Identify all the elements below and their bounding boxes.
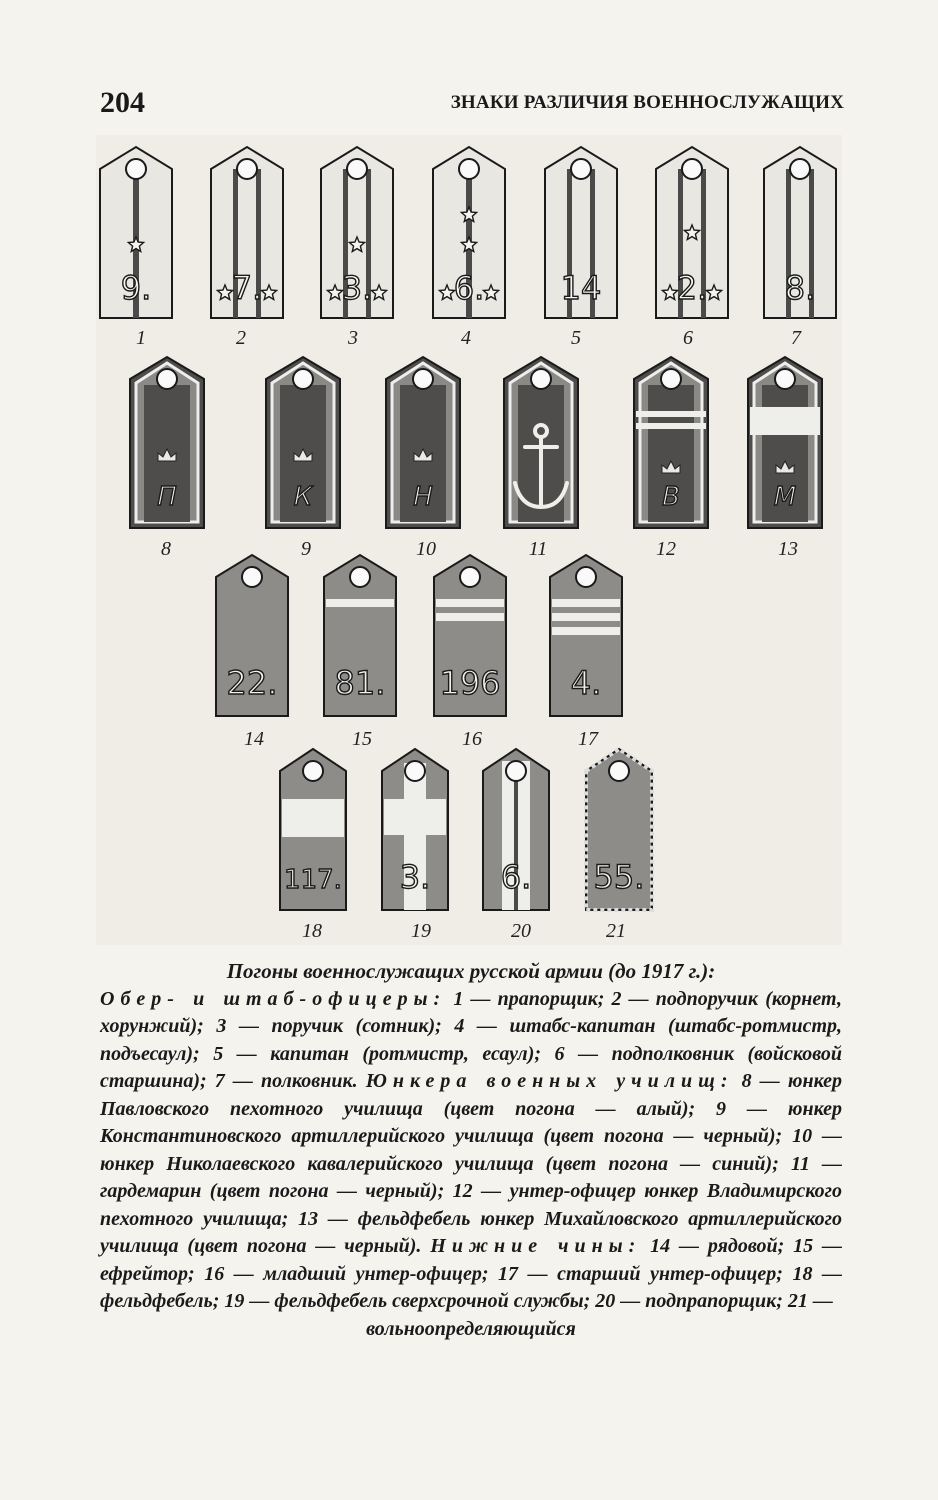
shoulder-strap-2 xyxy=(209,145,285,320)
shoulder-strap-9 xyxy=(264,355,342,530)
shoulder-strap-15 xyxy=(322,553,398,718)
strap-cipher-19: 3. xyxy=(399,858,431,896)
strap-cipher-21: 55. xyxy=(593,858,645,896)
shoulder-strap-18 xyxy=(278,747,348,912)
strap-cipher-10: Н xyxy=(413,482,433,512)
caption-group-cadets-label: Юнкера военных училищ: xyxy=(365,1070,734,1092)
running-head: ЗНАКИ РАЗЛИЧИЯ ВОЕННОСЛУЖАЩИХ xyxy=(450,92,844,113)
strap-number-6: 6 xyxy=(683,327,693,349)
strap-cipher-7: 8. xyxy=(784,269,816,307)
strap-number-9: 9 xyxy=(301,538,311,560)
shoulder-strap-19 xyxy=(380,747,450,912)
shoulder-strap-10 xyxy=(384,355,462,530)
strap-number-10: 10 xyxy=(416,538,436,560)
shoulder-strap-21 xyxy=(584,747,654,912)
strap-number-19: 19 xyxy=(411,920,431,942)
shoulder-strap-11 xyxy=(502,355,580,530)
shoulder-strap-7 xyxy=(762,145,838,320)
caption-group-officers-label: Обер- и штаб-офицеры: xyxy=(100,987,447,1010)
caption-group-cadets-text: 8 — юнкер Павловского пехотного училища (цвет погона — алый); 9 — юнкер Константиновского артиллерийского училища (цвет погона — черный); 10 — юнкер Николаевского кавалерийского училища (цвет погона — синий); 11 — гардемарин (цвет погона — черный); 12 — унтер-офицер юнкер Владимирского пехотного училища; 13 — фельдфебель юнкер Михайловского артиллерийского училища (цвет погона — черный). xyxy=(100,1070,843,1257)
strap-number-18: 18 xyxy=(302,920,322,942)
figure-caption xyxy=(100,958,842,1343)
strap-cipher-4: 6. xyxy=(453,269,485,307)
strap-cipher-5: 14 xyxy=(560,269,602,307)
caption-title: Погоны военнослужащих русской армии (до 1917 г.): xyxy=(226,959,716,983)
shoulder-strap-3 xyxy=(319,145,395,320)
strap-number-17: 17 xyxy=(578,728,598,750)
strap-cipher-16: 196 xyxy=(439,664,501,702)
strap-cipher-3: 3. xyxy=(341,269,373,307)
strap-number-7: 7 xyxy=(791,327,801,349)
shoulder-strap-16 xyxy=(432,553,508,718)
strap-cipher-14: 22. xyxy=(226,664,278,702)
strap-number-4: 4 xyxy=(461,327,471,349)
shoulder-strap-13 xyxy=(746,355,824,530)
strap-cipher-13: М xyxy=(773,482,797,512)
shoulder-strap-4 xyxy=(431,145,507,320)
shoulder-strap-14 xyxy=(214,553,290,718)
caption-group-officers-text: 1 — прапорщик; 2 — подпоручик (корнет, хорунжий); 3 — поручик (сотник); 4 — штабс-капитан (штабс-ротмистр, подъесаул); 5 — капитан (ротмистр, есаул); 6 — подполковник (войсковой старшина); 7 — полковник. xyxy=(100,987,842,1092)
strap-number-16: 16 xyxy=(462,728,482,750)
strap-number-8: 8 xyxy=(161,538,171,560)
strap-cipher-6: 2. xyxy=(676,269,708,307)
strap-cipher-2: 7. xyxy=(231,269,263,307)
shoulder-strap-20 xyxy=(481,747,551,912)
strap-cipher-12: В xyxy=(662,482,680,512)
strap-number-15: 15 xyxy=(352,728,372,750)
strap-number-14: 14 xyxy=(244,728,264,750)
caption-group-lower-ranks-label: Нижние чины: xyxy=(430,1235,642,1257)
shoulder-strap-17 xyxy=(548,553,624,718)
strap-cipher-15: 81. xyxy=(334,664,386,702)
shoulder-strap-6 xyxy=(654,145,730,320)
strap-number-21: 21 xyxy=(606,920,626,942)
strap-number-12: 12 xyxy=(656,538,676,560)
strap-cipher-1: 9. xyxy=(120,269,152,307)
strap-cipher-17: 4. xyxy=(570,664,602,702)
strap-number-20: 20 xyxy=(511,920,531,942)
strap-cipher-18: 117. xyxy=(284,865,342,895)
strap-number-11: 11 xyxy=(528,538,548,560)
strap-number-3: 3 xyxy=(348,327,358,349)
shoulder-strap-5 xyxy=(543,145,619,320)
caption-last-line: вольноопределяющийся xyxy=(366,1317,576,1340)
shoulder-straps-plate xyxy=(96,135,842,945)
caption-body xyxy=(100,986,842,1316)
page-number: 204 xyxy=(100,86,145,119)
caption-group-lower-ranks-text: 14 — рядовой; 15 — ефрейтор; 16 — младший унтер-офицер; 17 — старший унтер-офицер; 18 — фельдфебель; 19 — фельдфебель сверхсрочной службы; 20 — подпрапорщик; 21 — xyxy=(100,1235,843,1312)
strap-number-1: 1 xyxy=(136,327,146,349)
shoulder-strap-1 xyxy=(98,145,174,320)
strap-number-2: 2 xyxy=(236,327,246,349)
strap-cipher-20: 6. xyxy=(500,858,532,896)
shoulder-strap-12 xyxy=(632,355,710,530)
strap-number-13: 13 xyxy=(778,538,798,560)
strap-cipher-9: К xyxy=(293,482,313,512)
strap-cipher-8: П xyxy=(157,482,177,512)
shoulder-strap-8 xyxy=(128,355,206,530)
strap-number-5: 5 xyxy=(571,327,581,349)
